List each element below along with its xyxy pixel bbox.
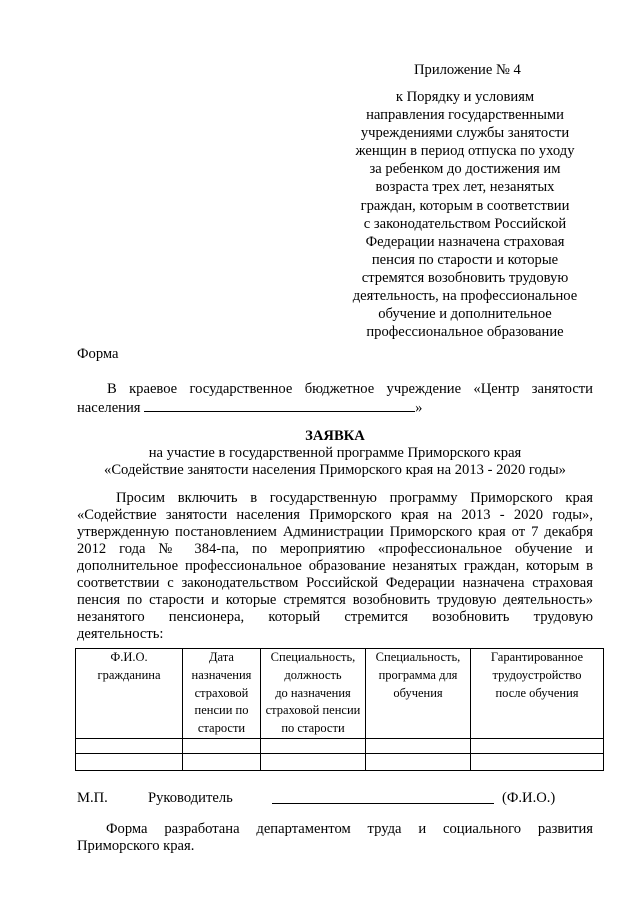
header-text: должность xyxy=(284,667,342,682)
appendix-line: Федерации назначена страховая xyxy=(365,233,565,250)
header-text: Дата xyxy=(209,650,234,664)
stamp-place-label: М.П. xyxy=(77,790,108,806)
footer-line: Приморского края. xyxy=(77,838,195,854)
header-text: трудоустройство xyxy=(492,667,582,682)
table-cell[interactable] xyxy=(76,753,183,770)
body-line: «Содействие занятости населения Приморского края на 2013 - 2020 годы», xyxy=(77,507,593,523)
body-line: дополнительное профессиональное образование незанятых граждан, которым в xyxy=(77,558,593,574)
head-label: Руководитель xyxy=(148,790,233,806)
document-title: ЗАЯВКА xyxy=(305,428,365,444)
addressee-suffix: » xyxy=(415,400,423,416)
appendix-line: учреждениями службы занятости xyxy=(360,125,570,142)
table-cell[interactable] xyxy=(261,753,366,770)
signature-field[interactable] xyxy=(272,803,494,804)
header-text: Ф.И.О. xyxy=(110,650,148,664)
appendix-line: пенсия по старости и которые xyxy=(371,251,559,268)
table-cell[interactable] xyxy=(366,738,471,753)
program-name: «Содействие занятости населения Приморского края на 2013 - 2020 годы» xyxy=(104,462,566,478)
addressee-line-2 xyxy=(77,398,593,417)
body-line: 2012 года № 384-па, по мероприятию «профессиональное обучение и xyxy=(77,541,593,557)
header-text: старости xyxy=(197,721,246,736)
header-text: программа для xyxy=(378,667,458,682)
table-cell[interactable] xyxy=(183,738,261,753)
appendix-line: за ребенком до достижения им xyxy=(369,161,561,178)
program-line: на участие в государственной программе Приморского края xyxy=(148,445,522,461)
header-text: до назначения xyxy=(275,685,351,700)
footer-line: Форма разработана департаментом труда и социального развития xyxy=(106,821,593,837)
header-text: Специальность, xyxy=(270,650,356,664)
addressee-prefix: населения xyxy=(77,400,141,416)
body-line: соответствии с законодательством Российской Федерации назначена страховая xyxy=(77,575,593,591)
appendix-line: обучение и дополнительное xyxy=(378,306,552,323)
table-cell[interactable] xyxy=(471,753,604,770)
body-line: пенсия по старости и которые стремятся возобновить трудовую деятельность» xyxy=(77,592,593,608)
body-line: Просим включить в государственную программу Приморского края xyxy=(116,490,593,506)
header-text: Специальность, xyxy=(375,650,461,664)
header-text: Гарантированное xyxy=(490,650,584,664)
header-text: гражданина xyxy=(97,667,161,682)
appendix-line: деятельность, на профессиональное xyxy=(352,288,578,305)
appendix-line: граждан, которым в соответствии xyxy=(360,197,570,214)
body-line: незанятого пенсионера, который стремится возобновить трудовую xyxy=(77,609,593,625)
appendix-line: стремятся возобновить трудовую xyxy=(361,269,569,286)
body-line: деятельность: xyxy=(77,626,164,642)
form-label: Форма xyxy=(77,346,119,362)
header-text: пенсии по xyxy=(194,703,249,718)
table-cell[interactable] xyxy=(261,738,366,753)
header-cell-guaranteed-employment xyxy=(471,649,604,739)
addressee-line: В краевое государственное бюджетное учреждение «Центр занятости xyxy=(107,381,593,397)
header-cell-training-program xyxy=(366,649,471,739)
header-text: назначения xyxy=(191,667,252,682)
appendix-line: с законодательством Российской xyxy=(363,215,567,232)
table-cell[interactable] xyxy=(366,753,471,770)
header-cell-pension-date xyxy=(183,649,261,739)
name-hint-label: (Ф.И.О.) xyxy=(502,790,556,806)
table-row xyxy=(76,753,604,770)
header-text: страховой xyxy=(194,685,249,700)
header-text: после обучения xyxy=(495,685,579,700)
application-table xyxy=(75,648,604,771)
appendix-line: возраста трех лет, незанятых xyxy=(375,179,555,196)
appendix-description xyxy=(340,88,590,341)
header-text: по старости xyxy=(281,721,345,736)
header-text: страховой пенсии xyxy=(265,703,361,718)
center-name-field[interactable] xyxy=(144,398,415,412)
appendix-line: профессиональное образование xyxy=(366,324,564,341)
body-line: утвержденную постановлением Администрации Приморского края от 7 декабря xyxy=(77,524,593,540)
table-cell[interactable] xyxy=(471,738,604,753)
header-cell-fio xyxy=(76,649,183,739)
table-cell[interactable] xyxy=(76,738,183,753)
appendix-line: направления государственными xyxy=(366,107,564,124)
table-header-row xyxy=(76,649,604,739)
appendix-title: Приложение № 4 xyxy=(414,62,521,78)
appendix-line: женщин в период отпуска по уходу xyxy=(355,143,575,160)
header-cell-specialty-before xyxy=(261,649,366,739)
header-text: обучения xyxy=(393,685,443,700)
appendix-line: к Порядку и условиям xyxy=(395,89,535,105)
table-cell[interactable] xyxy=(183,753,261,770)
table-row xyxy=(76,738,604,753)
